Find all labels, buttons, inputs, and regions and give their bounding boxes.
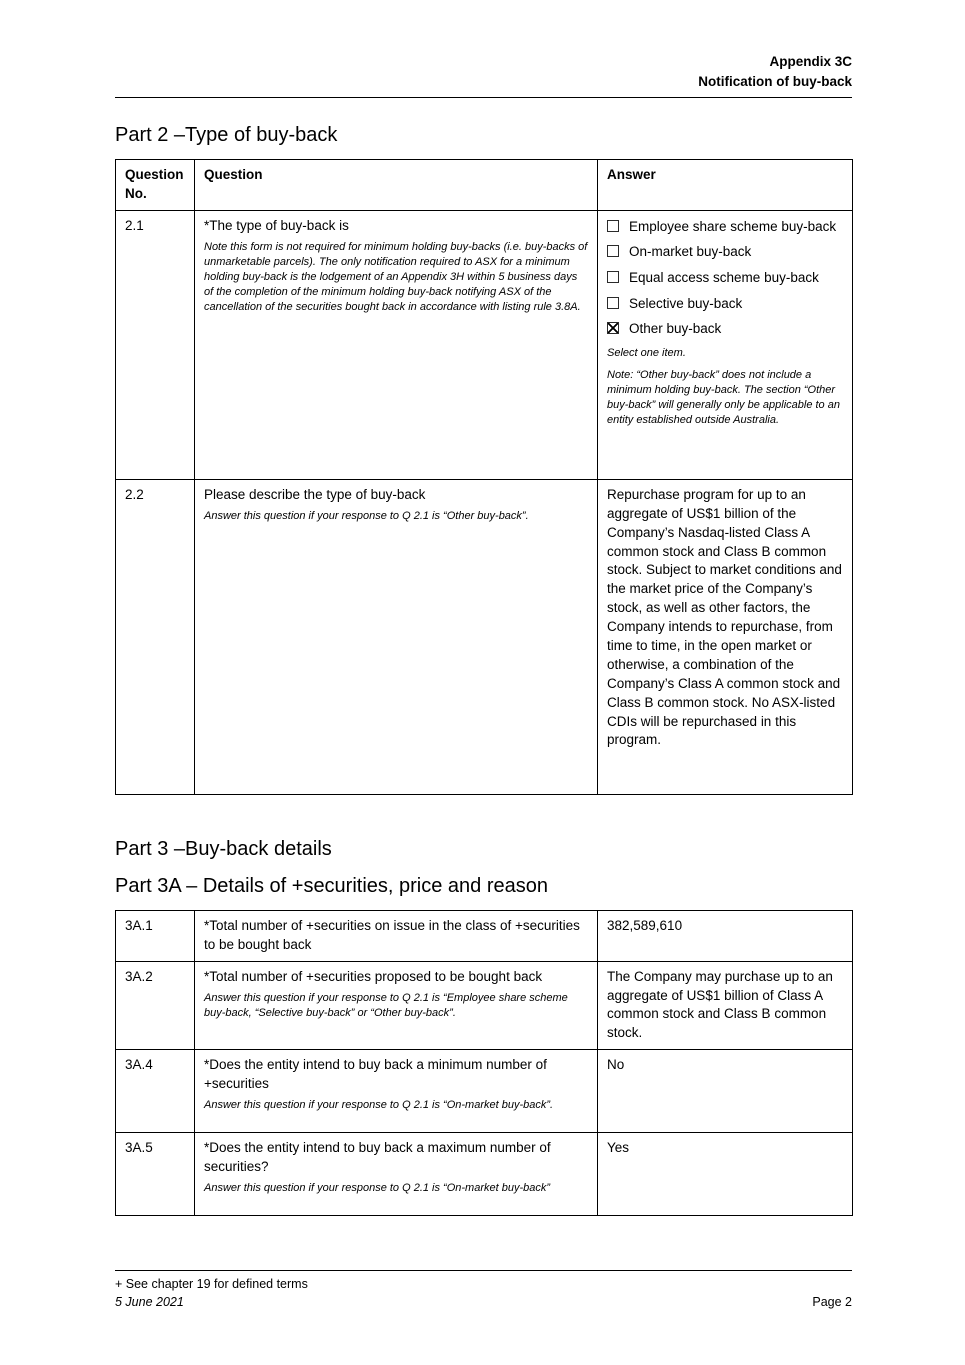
checkbox-option-equal-access (607, 268, 843, 288)
defined-terms-note: + See chapter 19 for defined terms (115, 1277, 308, 1291)
answer-cell (598, 1133, 853, 1216)
col-header-question-no: Question No. (116, 160, 195, 211)
part3-title: Part 3 –Buy-back details (115, 837, 332, 860)
checkbox-checked-icon (607, 322, 619, 334)
table-row-2-2 (116, 479, 853, 794)
question-note: Answer this question if your response to Q 2.1 is “Other buy-back”. (204, 509, 529, 522)
question-text: *Does the entity intend to buy back a minimum number of +securities (204, 1057, 547, 1092)
checkbox-label: Other buy-back (629, 321, 722, 337)
answer-cell (598, 961, 853, 1050)
answer-text: No (607, 1057, 625, 1073)
question-text: *Total number of +securities proposed to be bought back (204, 968, 543, 984)
checkbox-icon (607, 245, 619, 257)
checkbox-icon (607, 220, 619, 232)
checkbox-label: On-market buy-back (629, 244, 752, 260)
part2-title: Part 2 –Type of buy-back (115, 124, 338, 147)
answer-cell (598, 1050, 853, 1133)
question-text: Please describe the type of buy-back (204, 486, 426, 502)
question-no: 2.1 (116, 210, 195, 479)
answer-text: 382,589,610 (607, 917, 683, 933)
question-note: Answer this question if your response to Q 2.1 is “On-market buy-back” (204, 1182, 551, 1195)
table-row-3a-1 (116, 910, 853, 961)
answer-cell (598, 479, 853, 794)
answer-text: Repurchase program for up to an aggregate of US$1 billion of the Company’s Nasdaq-listed Class A common stock and Class B common stock. Subject to market conditions and the market price of the Company’s stock, as well as other factors, the Company intends to repurchase, from time to time, in the open market or otherwise, a combination of the Company’s Class A common stock and Class B common stock. No ASX-listed CDIs will be repurchased in this program. (607, 486, 842, 748)
checkbox-icon (607, 297, 619, 309)
page-footer (115, 1270, 852, 1311)
page-content (115, 0, 852, 1216)
question-cell (195, 210, 598, 479)
question-text: *The type of buy-back is (204, 217, 349, 233)
answer-text: Yes (607, 1140, 630, 1156)
footer-date: 5 June 2021 (115, 1294, 184, 1309)
question-cell (195, 910, 598, 961)
select-one-note: Select one item. (607, 346, 686, 359)
part3a-table (115, 910, 853, 1216)
part3a-title: Part 3A – Details of +securities, price and reason (115, 874, 549, 897)
question-cell (195, 961, 598, 1050)
question-no: 3A.2 (116, 961, 195, 1050)
checkbox-icon (607, 271, 619, 283)
question-note: Answer this question if your response to Q 2.1 is “On-market buy-back”. (204, 1099, 554, 1112)
question-text: *Total number of +securities on issue in the class of +securities to be bought back (204, 917, 580, 952)
checkbox-label: Employee share scheme buy-back (629, 218, 837, 234)
checkbox-label: Equal access scheme buy-back (629, 270, 819, 286)
question-note: Answer this question if your response to Q 2.1 is “Employee share scheme buy-back, “Selective buy-back” or “Other buy-back”. (204, 991, 568, 1019)
question-cell (195, 1133, 598, 1216)
checkbox-option-selective (607, 294, 843, 314)
table-row-3a-4 (116, 1050, 853, 1133)
question-no: 2.2 (116, 479, 195, 794)
answer-note: Note: “Other buy-back” does not include a minimum holding buy-back. The section “Other buy-back” will generally only be applicable to an entity established outside Australia. (607, 368, 840, 427)
question-cell (195, 1050, 598, 1133)
question-text: *Does the entity intend to buy back a maximum number of securities? (204, 1140, 551, 1175)
part2-table (115, 159, 853, 795)
checkbox-option-other (607, 319, 843, 339)
doc-header (115, 0, 852, 98)
answer-cell (598, 910, 853, 961)
table-row-2-1 (116, 210, 853, 479)
appendix-title: Appendix 3C (769, 54, 852, 69)
doc-subtitle: Notification of buy-back (698, 73, 852, 89)
checkbox-option-employee-share-scheme (607, 217, 843, 237)
table-row-3a-5 (116, 1133, 853, 1216)
page-number: Page 2 (812, 1294, 852, 1309)
question-no: 3A.4 (116, 1050, 195, 1133)
question-cell (195, 479, 598, 794)
question-no: 3A.5 (116, 1133, 195, 1216)
answer-cell (598, 210, 853, 479)
question-note: Note this form is not required for minimum holding buy-backs (i.e. buy-backs of unmarketable parcels). The only notification required to ASX for a minimum holding buy-back is the lodgement of an Appendix 3H within 5 business days of the completion of the minimum holding buy-back notifying ASX of the cancellation of the securities bought back in accordance with listing rule 3.8A. (204, 240, 588, 314)
checkbox-option-on-market (607, 242, 843, 262)
col-header-answer: Answer (598, 160, 853, 211)
answer-text: The Company may purchase up to an aggregate of US$1 billion of Class A common stock and Class B common stock. (607, 968, 833, 1041)
col-header-question: Question (195, 160, 598, 211)
question-no: 3A.1 (116, 910, 195, 961)
table-row-3a-2 (116, 961, 853, 1050)
checkbox-label: Selective buy-back (629, 295, 743, 311)
